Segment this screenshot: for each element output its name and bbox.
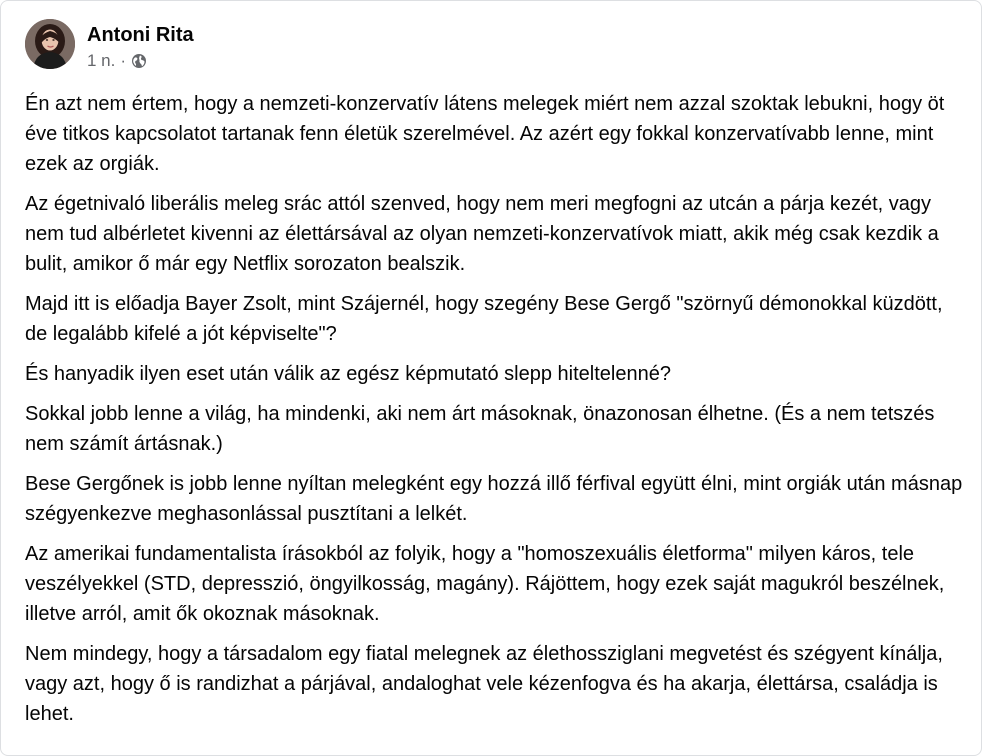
avatar-image	[25, 19, 75, 69]
post-subline	[87, 51, 194, 71]
post-timestamp[interactable]: 1 n.	[87, 51, 116, 70]
post-paragraph: Az égetnivaló liberális meleg srác attól szenved, hogy nem meri megfogni az utcán a párja kezét, vagy nem tud albérletet kivenni az élettársával az olyan nemzeti-konzervatívok miatt, akik még csak kezdik a bulit, amikor ő már egy Netflix sorozaton bealszik.	[25, 193, 939, 275]
post-paragraph: És hanyadik ilyen eset után válik az egész képmutató slepp hiteltelenné?	[25, 363, 671, 385]
globe-icon[interactable]	[131, 53, 147, 69]
post-paragraph: Majd itt is előadja Bayer Zsolt, mint Szájernél, hogy szegény Bese Gergő "szörnyű démonokkal küzdött, de legalább kifelé a jót képviselte"?	[25, 293, 943, 345]
post-paragraph: Sokkal jobb lenne a világ, ha mindenki, aki nem árt másoknak, önazonosan élhetne. (És a nem tetszés nem számít ártásnak.)	[25, 403, 935, 455]
post-header	[25, 19, 194, 75]
post-meta	[87, 19, 194, 71]
separator-dot: ·	[120, 51, 127, 70]
post-paragraph: Az amerikai fundamentalista írásokból az folyik, hogy a "homoszexuális életforma" milyen káros, tele veszélyekkel (STD, depresszió, öngyilkosság, magány). Rájöttem, hogy ezek saját magukról beszélnek, illetve arról, amit ők okoznak másoknak.	[25, 543, 945, 625]
author-name[interactable]: Antoni Rita	[87, 24, 194, 46]
post-paragraph: Nem mindegy, hogy a társadalom egy fiatal melegnek az élethossziglani megvetést és szégyent kínálja, vagy azt, hogy ő is randizhat a párjával, andaloghat vele kézenfogva és ha akarja, élettársa, családja is lehet.	[25, 643, 943, 725]
post-paragraph: Bese Gergőnek is jobb lenne nyíltan melegként egy hozzá illő férfival együtt élni, mint orgiák után másnap szégyenkezve meghasonlással pusztítani a lelkét.	[25, 473, 963, 525]
avatar[interactable]	[25, 19, 75, 69]
post-body	[25, 89, 965, 739]
post-paragraph: Én azt nem értem, hogy a nemzeti-konzervatív látens melegek miért nem azzal szoktak lebukni, hogy öt éve titkos kapcsolatot tartanak fenn életük szerelmével. Az azért egy fokkal konzervatívabb lenne, mint ezek az orgiák.	[25, 93, 945, 175]
